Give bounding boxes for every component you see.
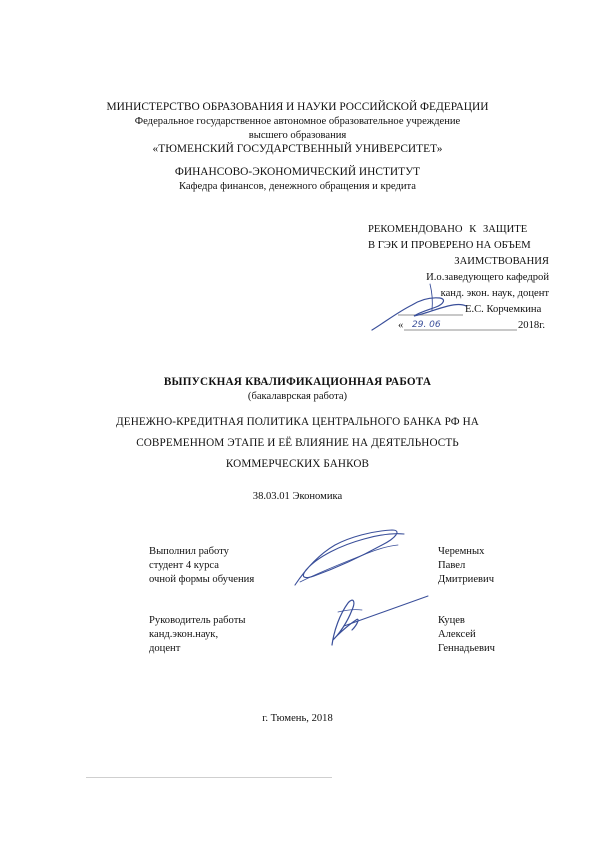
author-signature (295, 530, 404, 585)
author-patronymic: Дмитриевич (438, 574, 495, 585)
approver-position: И.о.заведующего кафедрой (426, 272, 549, 283)
institute-name: ФИНАНСОВО-ЭКОНОМИЧЕСКИЙ ИНСТИТУТ (174, 166, 421, 178)
supervisor-role-3: доцент (149, 643, 181, 654)
handwritten-date: 29. 06 (412, 320, 441, 330)
ministry-name: МИНИСТЕРСТВО ОБРАЗОВАНИЯ И НАУКИ РОССИЙСКОЙ ФЕДЕРАЦИИ (106, 101, 489, 113)
specialty: 38.03.01 Экономика (252, 491, 343, 502)
author-name: Павел (438, 560, 466, 571)
topic-line-3: КОММЕРЧЕСКИХ БАНКОВ (225, 458, 370, 470)
education-level: высшего образования (248, 130, 347, 141)
department-name: Кафедра финансов, денежного обращения и кредита (179, 181, 416, 192)
topic-line-2: СОВРЕМЕННОМ ЭТАПЕ И ЕЁ ВЛИЯНИЕ НА ДЕЯТЕЛЬНОСТЬ (136, 437, 459, 449)
approval-line-2: В ГЭК И ПРОВЕРЕНО НА ОБЪЕМ (368, 240, 531, 251)
work-title: ВЫПУСКНАЯ КВАЛИФИКАЦИОННАЯ РАБОТА (163, 376, 432, 388)
supervisor-surname: Куцев (438, 615, 465, 626)
institution-type: Федеральное государственное автономное образовательное учреждение (134, 116, 461, 127)
author-surname: Черемных (438, 546, 485, 557)
approval-line-3: ЗАИМСТВОВАНИЯ (454, 256, 549, 267)
work-subtitle: (бакалаврская работа) (247, 391, 348, 402)
approval-line-1: РЕКОМЕНДОВАНО К ЗАЩИТЕ (368, 224, 528, 235)
author-role-1: Выполнил работу (149, 546, 229, 557)
approval-date-year: 2018г. (518, 320, 545, 331)
place-year: г. Тюмень, 2018 (262, 713, 333, 724)
supervisor-role-2: канд.экон.наук, (149, 629, 219, 640)
supervisor-name: Алексей (438, 629, 476, 640)
author-role-3: очной формы обучения (149, 574, 255, 585)
approver-degree: канд. экон. наук, доцент (440, 288, 549, 299)
author-role-2: студент 4 курса (149, 560, 219, 571)
footer-divider (86, 777, 332, 778)
university-name: «ТЮМЕНСКИЙ ГОСУДАРСТВЕННЫЙ УНИВЕРСИТЕТ» (152, 143, 443, 155)
approval-date-quote: « (398, 320, 404, 331)
approver-name: Е.С. Корчемкина (465, 304, 542, 315)
approver-signature (372, 298, 466, 330)
topic-line-1: ДЕНЕЖНО-КРЕДИТНАЯ ПОЛИТИКА ЦЕНТРАЛЬНОГО БАНКА РФ НА (116, 416, 479, 428)
supervisor-patronymic: Геннадьевич (438, 643, 495, 654)
supervisor-role-1: Руководитель работы (149, 615, 246, 626)
supervisor-signature (332, 600, 358, 645)
